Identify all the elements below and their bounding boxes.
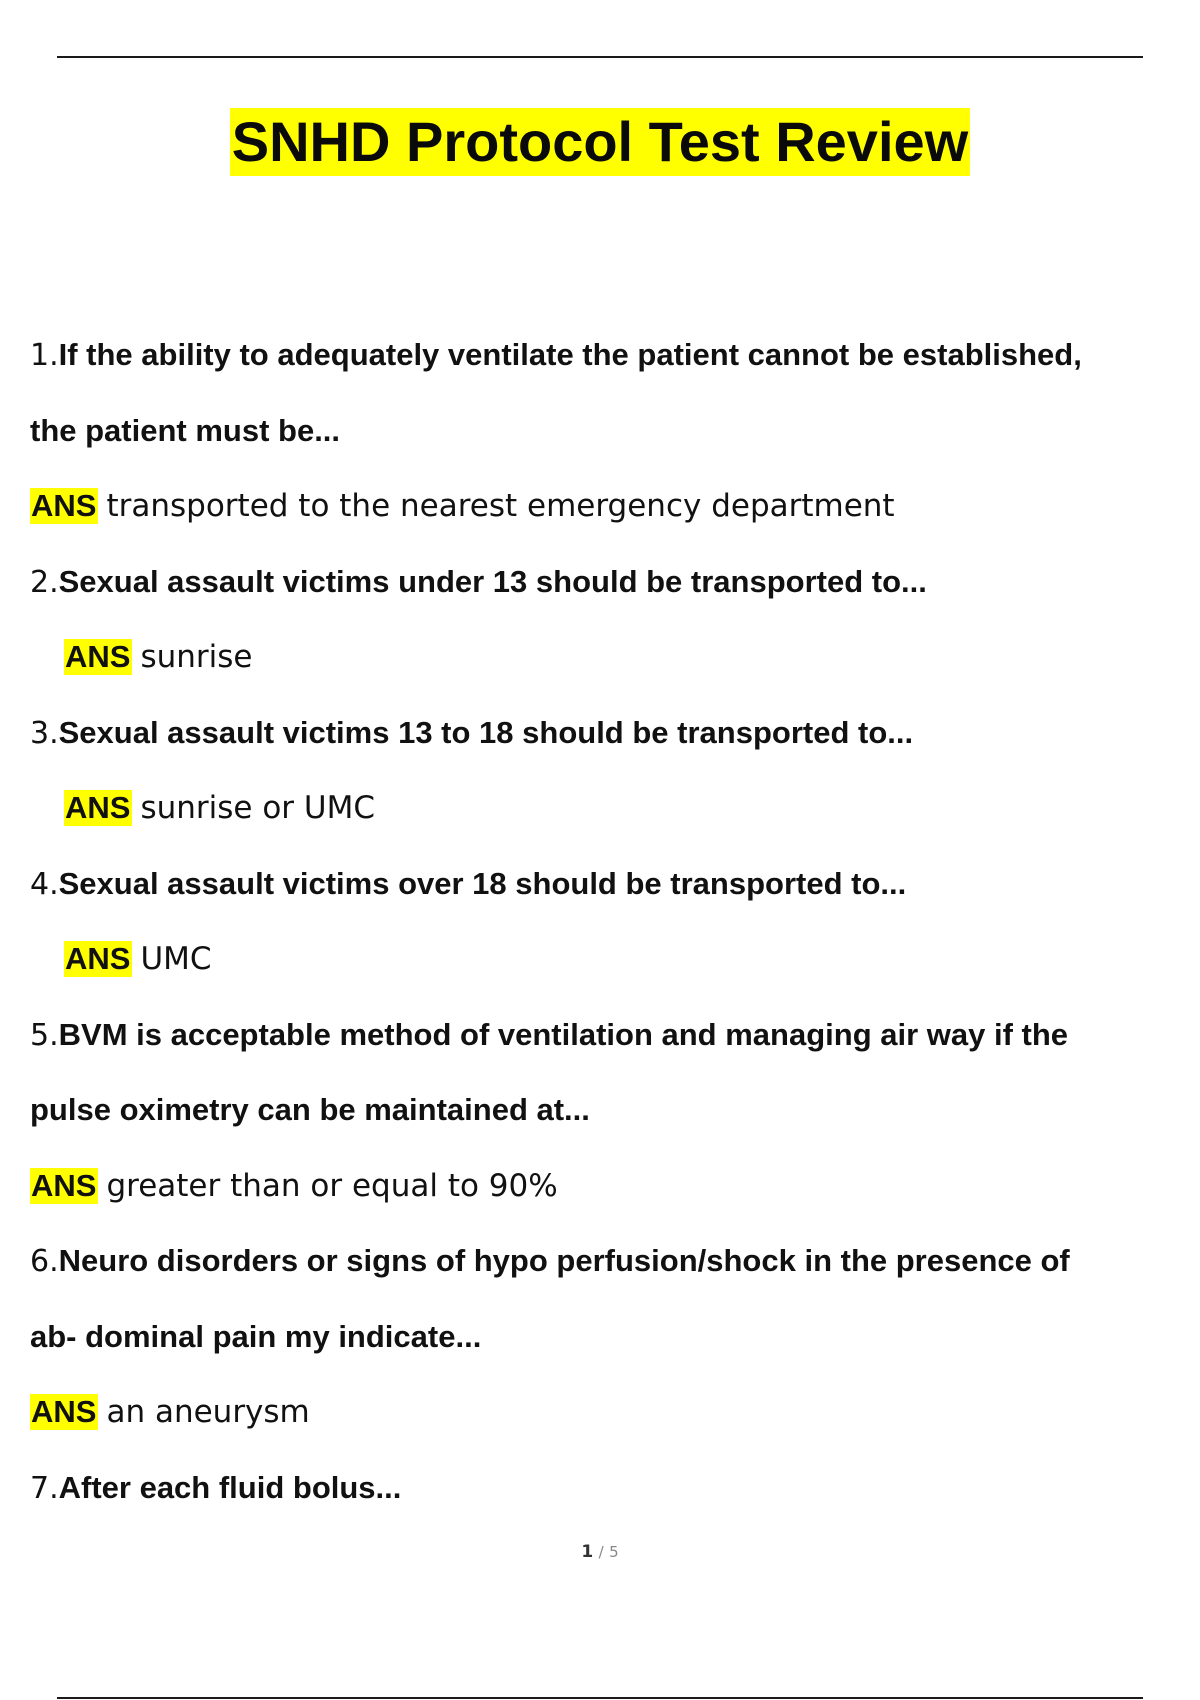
document-title: SNHD Protocol Test Review [230,108,970,176]
page-total: 5 [609,1543,619,1561]
answer-label: ANS [31,1167,97,1203]
question-line [30,562,1160,638]
question-number: 3. [30,715,59,751]
question-text-continued: ab- dominal pain my indicate... [30,1318,482,1354]
answer-text: greater than or equal to 90% [106,1167,558,1204]
answer-line [30,1392,1160,1468]
answer-line [30,1166,1160,1242]
page-indicator [0,1542,1200,1562]
question-text-continued: the patient must be... [30,412,341,448]
answer-label: ANS [31,1394,97,1429]
answer-label: ANS [65,941,131,976]
qa-list [30,335,1160,1543]
question-line [30,335,1160,411]
bottom-rule [57,1697,1143,1699]
page-separator: / [598,1543,604,1561]
question-text: Sexual assault victims over 18 should be transported to... [58,865,907,901]
question-text: Sexual assault victims 13 to 18 should be transported to... [58,714,914,750]
question-number: 4. [30,866,59,902]
question-text: BVM is acceptable method of ventilation and managing air way if the [58,1016,1069,1052]
question-text: Neuro disorders or signs of hypo perfusion/shock in the presence of [58,1243,1070,1278]
question-number: 7. [30,1470,59,1506]
answer-text: sunrise or UMC [140,790,375,826]
answer-text: sunrise [140,639,253,675]
question-line [30,864,1160,940]
answer-line [30,486,1160,562]
answer-line [30,788,1160,864]
question-text: Sexual assault victims under 13 should be transported to... [58,563,927,599]
question-text-continued: pulse oximetry can be maintained at... [30,1092,590,1127]
answer-text: UMC [140,941,212,977]
title-block [0,108,1200,176]
question-number: 5. [30,1017,59,1053]
question-number: 6. [30,1244,59,1279]
question-number: 1. [30,338,59,373]
question-text: If the ability to adequately ventilate the patient cannot be established, [58,337,1082,372]
answer-label: ANS [65,790,131,825]
answer-line [30,939,1160,1015]
question-line [30,713,1160,789]
page-current: 1 [581,1542,594,1562]
top-rule [57,56,1143,58]
answer-label: ANS [65,639,131,674]
answer-label: ANS [31,488,97,523]
question-text: After each fluid bolus... [58,1469,402,1505]
question-line [30,1015,1160,1091]
answer-text: transported to the nearest emergency department [106,488,895,524]
question-number: 2. [30,564,59,600]
question-line [30,1241,1160,1317]
answer-text: an aneurysm [106,1394,310,1430]
question-line [30,1468,1160,1544]
answer-line [30,637,1160,713]
